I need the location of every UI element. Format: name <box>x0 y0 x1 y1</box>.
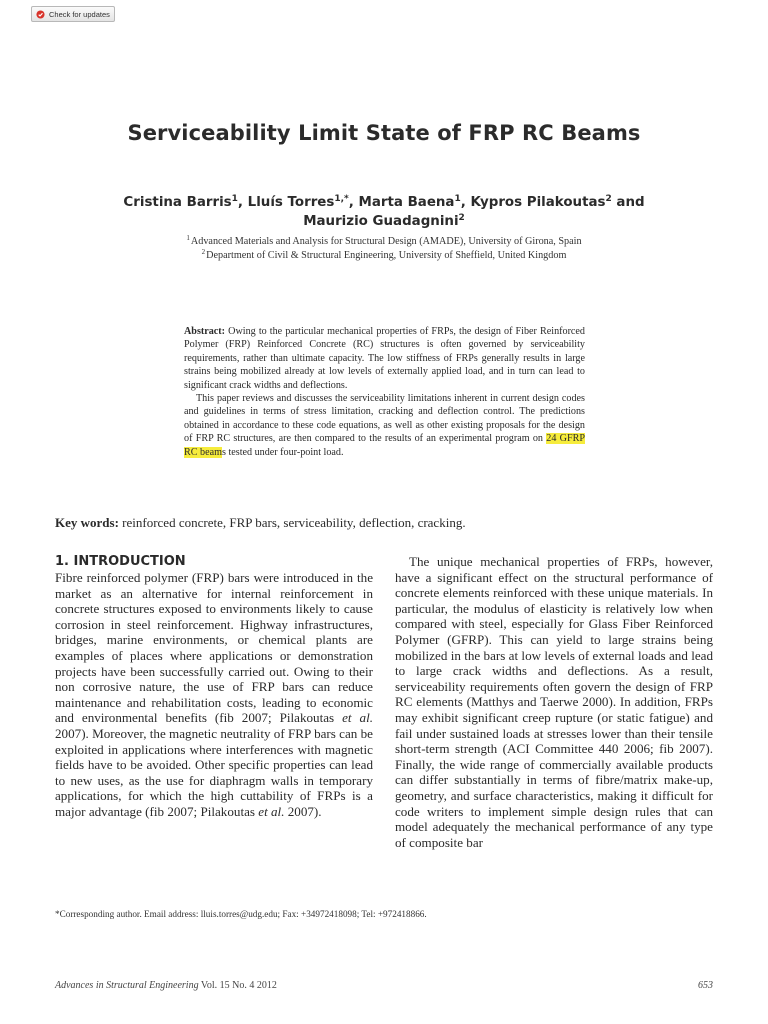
abstract <box>184 325 585 459</box>
abstract-text: Owing to the particular mechanical properties of FRPs, the design of Fiber Reinforced Polymer (FRP) Reinforced Concrete (RC) structures is often governed by serviceability requirements, rather than ultimate capacity. The low stiffness of FRPs generally results in large strains being mobilized already at low levels of externally applied load, and in turn can lead to significant crack widths and deflections. <box>184 326 585 391</box>
body-text-italic: et al. <box>342 710 373 726</box>
abstract-label: Abstract: <box>184 326 226 337</box>
author-affil-sup: 1 <box>454 194 461 204</box>
journal-citation <box>55 980 277 991</box>
abstract-paragraph-1 <box>184 325 585 392</box>
affiliation-text: Advanced Materials and Analysis for Structural Design (AMADE), University of Girona, Spain <box>190 236 582 247</box>
author-separator: , <box>460 195 471 210</box>
author-separator: and <box>611 195 645 210</box>
journal-name: Advances in Structural Engineering <box>55 980 199 991</box>
page-footer <box>55 980 713 991</box>
author-affil-sup: 1,* <box>334 194 349 204</box>
crossmark-icon <box>36 10 45 19</box>
author-separator: , <box>348 195 359 210</box>
affiliation-text: Department of Civil & Structural Engineering, University of Sheffield, United Kingdom <box>206 250 567 261</box>
author-name: Maurizio Guadagnini <box>303 214 459 229</box>
affiliation-sup: 2 <box>201 248 206 256</box>
corresponding-author-footnote: *Corresponding author. Email address: lluis.torres@udg.edu; Fax: +34972418098; Tel: +972418866. <box>55 909 427 919</box>
keywords-text: reinforced concrete, FRP bars, serviceability, deflection, cracking. <box>118 515 466 530</box>
body-paragraph: The unique mechanical properties of FRPs, however, have a significant effect on the structural performance of concrete elements reinforced with these unique materials. In particular, the modulus of elasticity is relatively low when compared with steel, especially for Glass Fiber Reinforced Polymer (GFRP). This can yield to large strains being mobilized in the bars at low levels of external loads and lead to large crack widths and deflections. As a result, serviceability requirements often govern the design of FRP RC elements (Matthys and Taerwe 2000). In addition, FRPs may exhibit significant creep rupture (or static fatigue) and fail under sustained loads at stresses lower than their tensile short-term strength (ACI Committee 440 2006; fib 2007). Finally, the wide range of commercially available products can differ substantially in terms of fibre/matrix make-up, geometry, and surface characteristics, making it difficult for code writers to implement simple design rules that can model adequately the mechanical performance of any type of composite bar <box>395 554 713 850</box>
page-number: 653 <box>698 980 713 991</box>
body-column-right <box>395 554 713 850</box>
author-name: Marta Baena <box>358 195 455 210</box>
abstract-text: s tested under four-point load. <box>221 446 344 458</box>
affiliation-sup: 1 <box>186 234 190 242</box>
check-for-updates-badge[interactable] <box>31 6 115 22</box>
journal-volume: Vol. 15 No. 4 2012 <box>198 980 277 991</box>
author-affil-sup: 2 <box>458 213 465 223</box>
body-text: Fibre reinforced polymer (FRP) bars were introduced in the market as an alternative for internal reinforcement in concrete structures exposed to environments likely to cause corrosion in steel reinforcement. Highway infrastructures, bridges, marine environments, or chemical plants are examples of places where applications or demonstration projects have been successfully carried out. Owing to their non corrosive nature, the use of FRP bars can reduce maintenance and rehabilitation costs, leading to economic and environmental benefits (fib 2007; Pilakoutas <box>55 570 373 726</box>
author-affil-sup: 2 <box>605 194 612 204</box>
abstract-text: This paper reviews and discusses the serviceability limitations inherent in current design codes and guidelines in terms of stress limitation, cracking and deflection control. The predictions obtained in accordance to these code equations, as well as other existing proposals for the design of FRP RC structures, are then compared to the results of an experimental program on <box>184 393 585 445</box>
affiliation-1 <box>0 236 768 247</box>
paper-title: Serviceability Limit State of FRP RC Beams <box>127 121 641 145</box>
badge-label: Check for updates <box>49 9 110 19</box>
affiliation-2 <box>0 250 768 261</box>
body-text: 2007). Moreover, the magnetic neutrality of FRP bars can be exploited in applications where interferences with magnetic fields have to be avoided. Other specific properties can lead to new uses, as the use for diaphragm walls in temporary applications, for which the high cuttability of FRPs is a major advantage (fib 2007; Pilakoutas <box>55 725 373 819</box>
author-list <box>90 193 678 231</box>
body-paragraph <box>55 570 373 820</box>
author-affil-sup: 1 <box>231 194 238 204</box>
author-separator: , <box>237 195 248 210</box>
author-name: Cristina Barris <box>123 195 232 210</box>
section-heading: 1. INTRODUCTION <box>55 554 186 569</box>
abstract-paragraph-2 <box>184 392 585 459</box>
body-text: 2007). <box>284 803 322 819</box>
highlighted-text[interactable]: 24 GFRP RC beam <box>184 433 585 458</box>
keywords <box>55 515 715 531</box>
body-column-left <box>55 554 373 820</box>
author-name: Kypros Pilakoutas <box>470 195 606 210</box>
keywords-label: Key words: <box>55 515 119 530</box>
author-name: Lluís Torres <box>247 195 335 210</box>
body-text-italic: et al. <box>258 803 285 819</box>
